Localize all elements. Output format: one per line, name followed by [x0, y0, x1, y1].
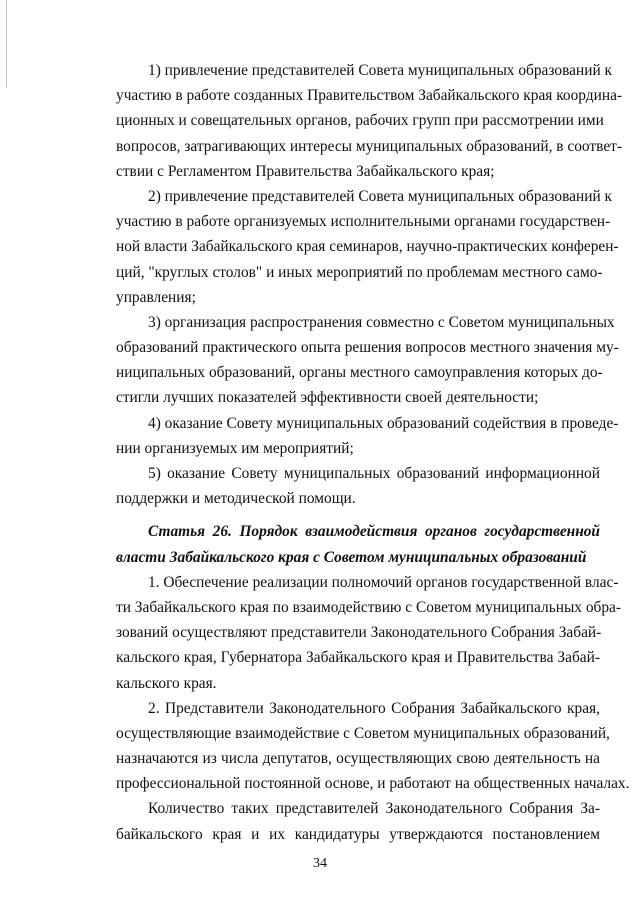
- text-line: кальского края.: [116, 674, 217, 692]
- text-line: ной власти Забайкальского края семинаров, научно-практических конферен-: [116, 238, 619, 256]
- page-number: 34: [313, 856, 327, 871]
- text-line: Количество таких представителей Законодательного Собрания За-: [148, 800, 600, 818]
- text-line: стигли лучших показателей эффективности своей деятельности;: [116, 389, 539, 407]
- text-line: осуществляющие взаимодействие с Советом муниципальных образований,: [116, 724, 610, 742]
- list-item: [116, 58, 623, 184]
- list-item: [116, 310, 619, 411]
- text-line: 4) оказание Совету муниципальных образований содействия в проведе-: [148, 414, 619, 432]
- text-line: 2. Представители Законодательного Собрания Забайкальского края,: [148, 699, 600, 717]
- list-item: [116, 184, 619, 310]
- text-line: образований практического опыта решения вопросов местного значения му-: [116, 339, 619, 357]
- text-line: 1. Обеспечение реализации полномочий органов государственной влас-: [148, 573, 619, 591]
- text-line: участию в работе организуемых исполнительными органами государствен-: [116, 213, 611, 231]
- text-line: ционных и совещательных органов, рабочих групп при рассмотрении ими: [116, 112, 604, 130]
- document-body: [116, 58, 630, 847]
- paragraph: [116, 796, 600, 846]
- heading-line: Статья 26. Порядок взаимодействия органов государственной: [148, 523, 600, 541]
- text-line: нии организуемых им мероприятий;: [116, 439, 354, 457]
- text-line: участию в работе созданных Правительством Забайкальского края координа-: [116, 87, 623, 105]
- text-line: управления;: [116, 288, 196, 306]
- text-line: ствии с Регламентом Правительства Забайкальского края;: [116, 162, 495, 180]
- paragraph: [116, 696, 630, 797]
- text-line: 3) организация распространения совместно с Советом муниципальных: [148, 313, 615, 331]
- text-line: зований осуществляют представители Законодательного Собрания Забай-: [116, 624, 602, 642]
- scan-edge-line: [6, 0, 7, 88]
- text-line: кальского края, Губернатора Забайкальского края и Правительства Забай-: [116, 649, 600, 667]
- article-heading: [116, 519, 600, 569]
- text-line: вопросов, затрагивающих интересы муниципальных образований, в соответ-: [116, 137, 622, 155]
- paragraph: [116, 570, 622, 696]
- text-line: профессиональной постоянной основе, и работают на общественных началах.: [116, 775, 630, 793]
- list-item: [116, 461, 600, 511]
- heading-line: власти Забайкальского края с Советом муниципальных образований: [116, 548, 587, 566]
- text-line: 1) привлечение представителей Совета муниципальных образований к: [148, 62, 613, 79]
- text-line: ти Забайкальского края по взаимодействию с Советом муниципальных обра-: [116, 598, 622, 616]
- text-line: ций, "круглых столов" и иных мероприятий по проблемам местного само-: [116, 263, 603, 281]
- text-line: назначаются из числа депутатов, осуществляющих свою деятельность на: [116, 750, 600, 768]
- text-line: ниципальных образований, органы местного самоуправления которых до-: [116, 364, 603, 382]
- list-item: [116, 411, 619, 461]
- text-line: 5) оказание Совету муниципальных образований информационной: [148, 465, 600, 482]
- text-line: 2) привлечение представителей Совета муниципальных образований к: [148, 187, 613, 205]
- text-line: байкальского края и их кандидатуры утверждаются постановлением: [116, 825, 600, 843]
- text-line: поддержки и методической помощи.: [116, 490, 356, 508]
